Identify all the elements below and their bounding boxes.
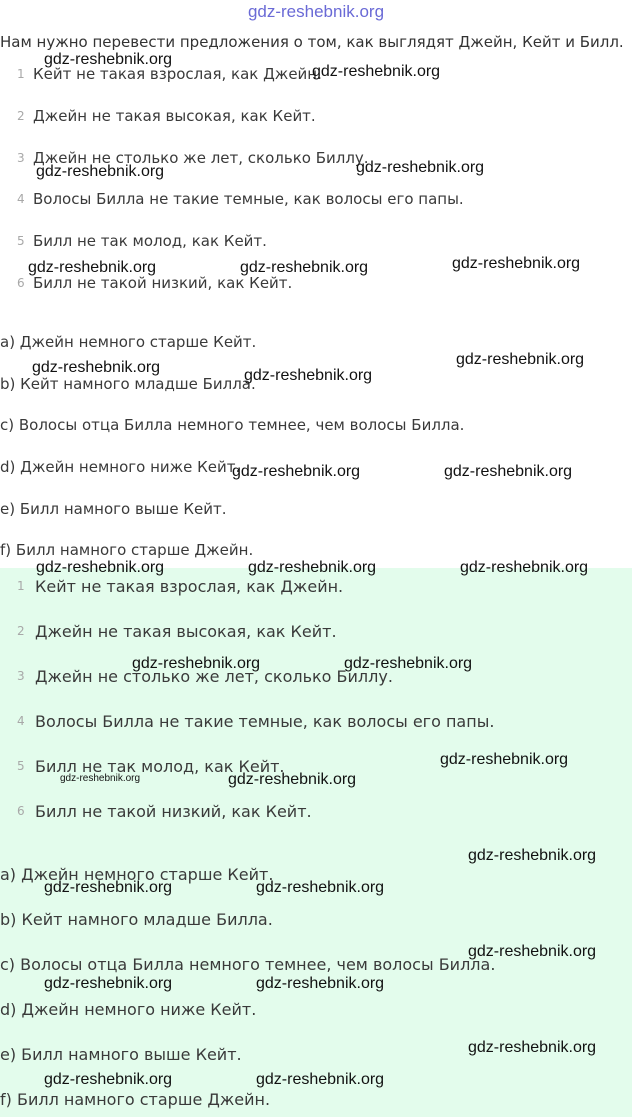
watermark: gdz-reshebnik.org — [44, 975, 173, 992]
s2-item-number: 4 — [17, 714, 25, 728]
s2-lettered-item: e) Билл намного выше Кейт. — [0, 1045, 242, 1064]
watermark: gdz-reshebnik.org — [444, 463, 573, 480]
watermark: gdz-reshebnik.org — [44, 51, 173, 68]
watermark: gdz-reshebnik.org — [312, 63, 441, 80]
s1-item-number: 4 — [17, 192, 25, 206]
watermark: gdz-reshebnik.org — [36, 163, 165, 180]
watermark: gdz-reshebnik.org — [256, 975, 385, 992]
s2-item-text: Кейт не такая взрослая, как Джейн. — [35, 577, 344, 596]
watermark: gdz-reshebnik.org — [344, 655, 473, 672]
header-watermark: gdz-reshebnik.org — [247, 2, 385, 21]
watermark: gdz-reshebnik.org — [468, 847, 597, 864]
s2-item-text: Билл не такой низкий, как Кейт. — [35, 802, 312, 821]
watermark: gdz-reshebnik.org — [256, 1071, 385, 1088]
s2-lettered-item: d) Джейн немного ниже Кейт. — [0, 1000, 257, 1019]
watermark: gdz-reshebnik.org — [456, 351, 585, 368]
s2-item-text: Билл не так молод, как Кейт. — [35, 757, 285, 776]
watermark: gdz-reshebnik.org — [44, 1071, 173, 1088]
watermark: gdz-reshebnik.org — [244, 367, 373, 384]
s2-item-text: Волосы Билла не такие темные, как волосы его папы. — [35, 712, 495, 731]
s1-item-text: Кейт не такая взрослая, как Джейн. — [33, 65, 322, 83]
s1-lettered-item: d) Джейн немного ниже Кейт. — [0, 458, 241, 476]
watermark: gdz-reshebnik.org — [468, 1039, 597, 1056]
s2-lettered-item: b) Кейт намного младше Билла. — [0, 910, 273, 929]
s1-item-number: 1 — [17, 67, 25, 81]
s2-item-number: 3 — [17, 669, 25, 683]
s2-item-number: 5 — [17, 759, 25, 773]
s1-lettered-item: f) Билл намного старше Джейн. — [0, 541, 254, 559]
s1-lettered-item: e) Билл намного выше Кейт. — [0, 500, 227, 518]
watermark: gdz-reshebnik.org — [256, 879, 385, 896]
watermark: gdz-reshebnik.org — [248, 559, 377, 576]
s1-item-text: Джейн не такая высокая, как Кейт. — [33, 107, 316, 125]
s1-item-text: Билл не такой низкий, как Кейт. — [33, 274, 293, 292]
s2-lettered-item: f) Билл намного старше Джейн. — [0, 1090, 271, 1109]
s2-item-text: Джейн не столько же лет, сколько Биллу. — [35, 667, 393, 686]
s1-item-text: Билл не так молод, как Кейт. — [33, 232, 267, 250]
watermark: gdz-reshebnik.org — [240, 259, 369, 276]
watermark: gdz-reshebnik.org — [228, 771, 357, 788]
s1-lettered-item: c) Волосы отца Билла немного темнее, чем волосы Билла. — [0, 416, 465, 434]
s1-item-number: 5 — [17, 234, 25, 248]
s2-item-number: 1 — [17, 579, 25, 593]
s1-item-number: 2 — [17, 109, 25, 123]
s1-item-number: 6 — [17, 276, 25, 290]
s2-item-text: Джейн не такая высокая, как Кейт. — [35, 622, 337, 641]
watermark: gdz-reshebnik.org — [28, 259, 157, 276]
s1-item-number: 3 — [17, 151, 25, 165]
s1-lettered-item: b) Кейт намного младше Билла. — [0, 375, 256, 393]
s2-lettered-item: a) Джейн немного старше Кейт. — [0, 865, 274, 884]
watermark: gdz-reshebnik.org — [460, 559, 589, 576]
intro-text: Нам нужно перевести предложения о том, как выглядят Джейн, Кейт и Билл. — [0, 33, 624, 51]
watermark: gdz-reshebnik.org — [44, 879, 173, 896]
watermark: gdz-reshebnik.org — [36, 559, 165, 576]
watermark: gdz-reshebnik.org — [356, 159, 485, 176]
watermark: gdz-reshebnik.org — [132, 655, 261, 672]
s1-item-text: Джейн не столько же лет, сколько Биллу. — [33, 149, 369, 167]
green-answer-panel — [0, 568, 632, 1117]
watermark: gdz-reshebnik.org — [60, 773, 141, 784]
watermark: gdz-reshebnik.org — [32, 359, 161, 376]
watermark: gdz-reshebnik.org — [452, 255, 581, 272]
s1-item-text: Волосы Билла не такие темные, как волосы его папы. — [33, 190, 464, 208]
s2-lettered-item: c) Волосы отца Билла немного темнее, чем волосы Билла. — [0, 955, 496, 974]
watermark: gdz-reshebnik.org — [468, 943, 597, 960]
s2-item-number: 6 — [17, 804, 25, 818]
s1-lettered-item: a) Джейн немного старше Кейт. — [0, 333, 257, 351]
watermark: gdz-reshebnik.org — [232, 463, 361, 480]
watermark: gdz-reshebnik.org — [440, 751, 569, 768]
s2-item-number: 2 — [17, 624, 25, 638]
